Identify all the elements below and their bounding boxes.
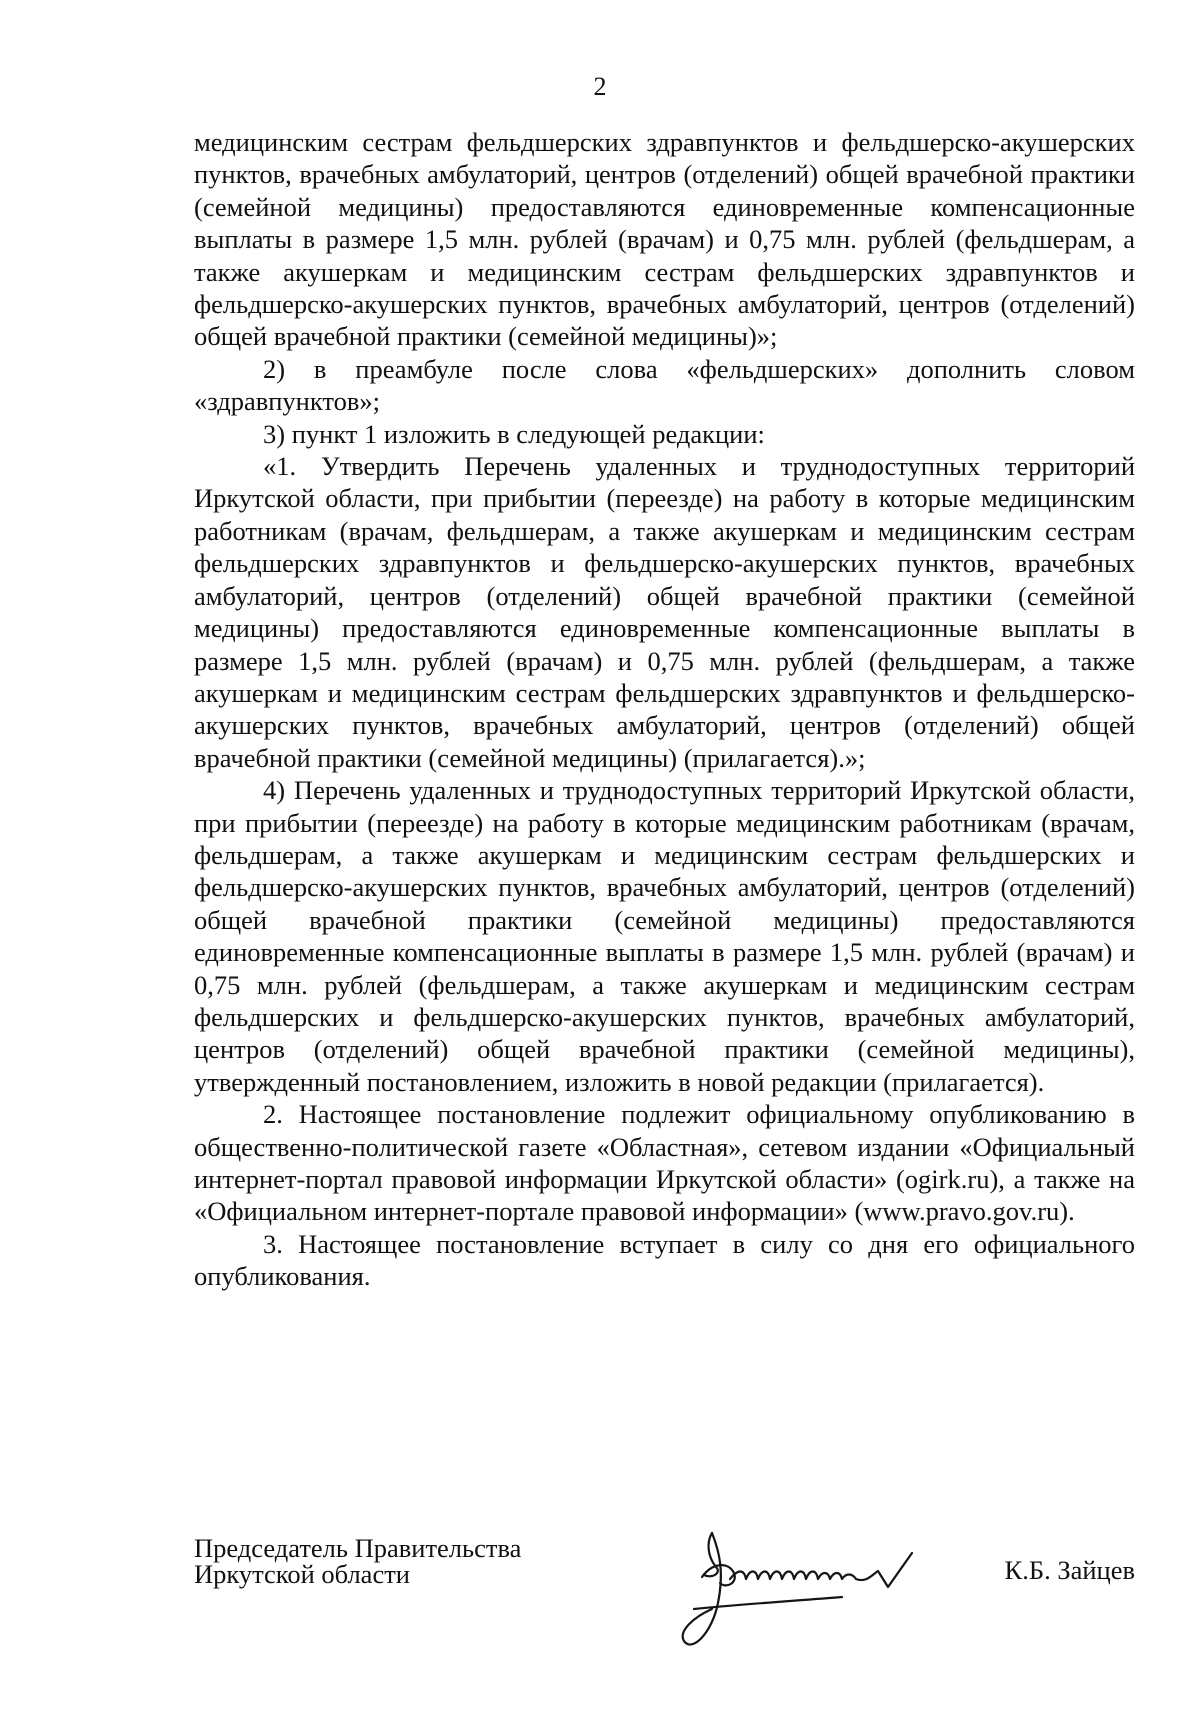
paragraph-continuation: медицинским сестрам фельдшерских здравпунктов и фельдшерско-акушерских пунктов, врачебных амбулаторий, центров (отделений) общей врачебной практики (семейной медицины) предоставляются единовременные компенсационные выплаты в размере 1,5 млн. рублей (врачам) и 0,75 млн. рублей (фельдшерам, а также акушеркам и медицинским сестрам фельдшерских здравпунктов и фельдшерско-акушерских пунктов, врачебных амбулаторий, центров (отделений) общей врачебной практики (семейной медицины)»;	[194, 127, 1135, 352]
paragraph-item-2: 2) в преамбуле после слова «фельдшерских» дополнить словом «здравпунктов»;	[194, 353, 1135, 417]
handwritten-signature	[672, 1513, 932, 1663]
signer-title-line-1: Председатель Правительства	[194, 1533, 522, 1563]
document-body	[194, 126, 1135, 1293]
paragraph-item-3: 3) пункт 1 изложить в следующей редакции:	[263, 418, 765, 449]
signer-title	[194, 1535, 521, 1587]
paragraph-clause-3: 3. Настоящее постановление вступает в силу со дня его официального опубликования.	[194, 1228, 1135, 1292]
paragraph-clause-2: 2. Настоящее постановление подлежит официальному опубликованию в общественно-политической газете «Областная», сетевом издании «Официальный интернет-портал правовой информации Иркутской области» (ogirk.ru), а также на «Официальном интернет-портале правовой информации» (www.pravo.gov.ru).	[194, 1099, 1135, 1227]
paragraph-item-3-quote: «1. Утвердить Перечень удаленных и труднодоступных территорий Иркутской области, при прибытии (переезде) на работу в которые медицинским работникам (врачам, фельдшерам, а также акушеркам и медицинским сестрам фельдшерских здравпунктов и фельдшерско-акушерских пунктов, врачебных амбулаторий, центров (отделений) общей врачебной практики (семейной медицины) предоставляются единовременные компенсационные выплаты в размере 1,5 млн. рублей (врачам) и 0,75 млн. рублей (фельдшерам, а также акушеркам и медицинским сестрам фельдшерских здравпунктов и фельдшерско-акушерских пунктов, врачебных амбулаторий, центров (отделений) общей врачебной практики (семейной медицины) (прилагается).»;	[194, 451, 1135, 773]
signature-block	[194, 1535, 1135, 1695]
page-number: 2	[593, 72, 607, 101]
paragraph-item-4: 4) Перечень удаленных и труднодоступных территорий Иркутской области, при прибытии (переезде) на работу в которые медицинским работникам (врачам, фельдшерам, а также акушеркам и медицинским сестрам фельдшерских и фельдшерско-акушерских пунктов, врачебных амбулаторий, центров (отделений) общей врачебной практики (семейной медицины) предоставляются единовременные компенсационные выплаты в размере 1,5 млн. рублей (врачам) и 0,75 млн. рублей (фельдшерам, а также акушеркам и медицинским сестрам фельдшерских и фельдшерско-акушерских пунктов, врачебных амбулаторий, центров (отделений) общей врачебной практики (семейной медицины), утвержденный постановлением, изложить в новой редакции (прилагается).	[194, 775, 1135, 1097]
signer-title-line-2: Иркутской области	[194, 1559, 410, 1589]
signer-name: К.Б. Зайцев	[1004, 1555, 1135, 1585]
